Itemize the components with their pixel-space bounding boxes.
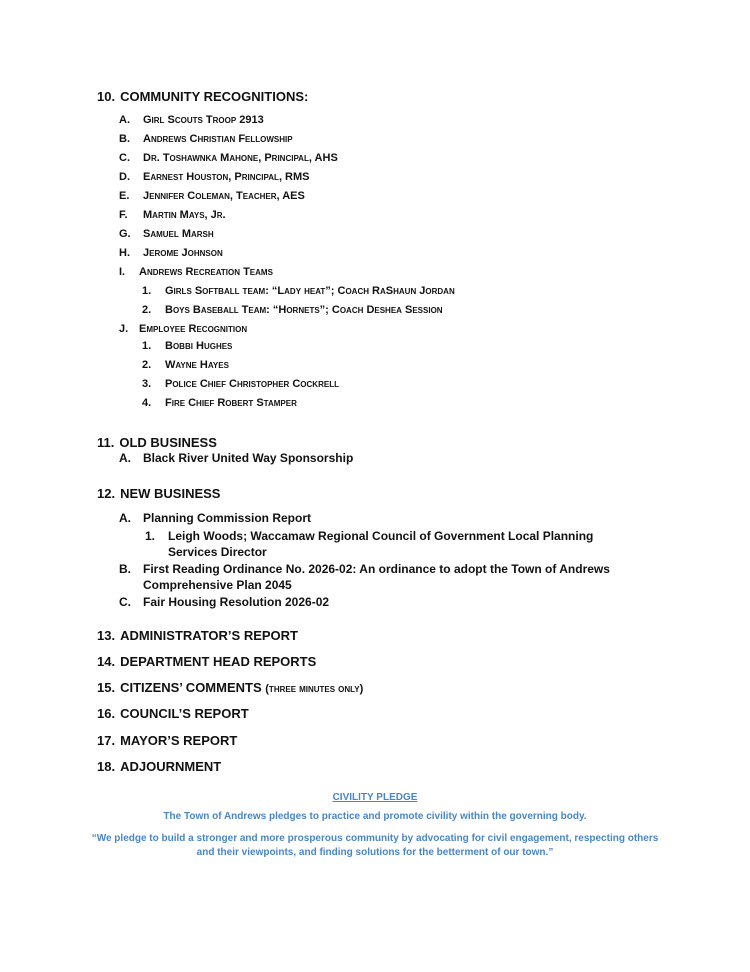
list-item: H. Jerome Johnson (119, 247, 223, 259)
civility-pledge-quote-line-2: and their viewpoints, and finding solutions for the betterment of our town.” (196, 847, 554, 858)
list-item: C. Dr. Toshawnka Mahone, Principal, AHS (119, 152, 338, 164)
section-mayors-report: 17. MAYOR’S REPORT (97, 733, 238, 748)
list-item: B. First Reading Ordinance No. 2026-02: An ordinance to adopt the Town of Andrews Comprehensive Plan 2045 (119, 562, 610, 592)
section-citizens-comments: 15. CITIZENS’ COMMENTS (three minutes only) (97, 680, 364, 695)
list-item: 1. Leigh Woods; Waccamaw Regional Council of Government Local Planning Services Director (145, 529, 594, 559)
list-item: 2. Wayne Hayes (142, 359, 229, 371)
list-item: D. Earnest Houston, Principal, RMS (119, 171, 310, 183)
list-item: 1. Girls Softball team: “Lady heat”; Coach RaShaun Jordan (142, 285, 455, 297)
list-item: F. Martin Mays, Jr. (119, 209, 226, 221)
section-community-recognitions: 10. COMMUNITY RECOGNITIONS: (97, 89, 309, 104)
list-item: I. Andrews Recreation Teams (119, 266, 273, 278)
list-item: 2. Boys Baseball Team: “Hornets”; Coach Deshea Session (142, 304, 443, 316)
section-old-business: 11. OLD BUSINESS (97, 435, 217, 450)
list-item: A. Planning Commission Report (119, 511, 312, 525)
time-limit-note: (three minutes only) (265, 683, 364, 695)
list-item: C. Fair Housing Resolution 2026-02 (119, 595, 330, 609)
list-item: B. Andrews Christian Fellowship (119, 133, 293, 145)
section-administrators-report: 13. ADMINISTRATOR’S REPORT (97, 628, 298, 643)
civility-pledge-title: CIVILITY PLEDGE (332, 792, 418, 803)
list-item: J. Employee Recognition (119, 323, 248, 335)
civility-pledge-quote-line-1: “We pledge to build a stronger and more prosperous community by advocating for civil engagement, respecting others (91, 833, 659, 844)
list-item: A. Girl Scouts Troop 2913 (119, 114, 264, 126)
list-item: G. Samuel Marsh (119, 228, 214, 240)
section-title: NEW BUSINESS (120, 486, 221, 501)
section-title: COMMUNITY RECOGNITIONS: (120, 89, 309, 104)
list-item: 1. Bobbi Hughes (142, 340, 233, 352)
list-item: A. Black River United Way Sponsorship (119, 451, 354, 465)
list-item: 3. Police Chief Christopher Cockrell (142, 378, 339, 390)
section-councils-report: 16. COUNCIL’S REPORT (97, 706, 249, 721)
list-item: 4. Fire Chief Robert Stamper (142, 397, 297, 409)
section-title: OLD BUSINESS (119, 435, 217, 450)
section-department-head-reports: 14. DEPARTMENT HEAD REPORTS (97, 654, 317, 669)
section-adjournment: 18. ADJOURNMENT (97, 759, 222, 774)
section-new-business: 12. NEW BUSINESS (97, 486, 221, 501)
list-item: E. Jennifer Coleman, Teacher, AES (119, 190, 305, 202)
civility-pledge-statement: The Town of Andrews pledges to practice and promote civility within the governing body. (163, 811, 587, 822)
